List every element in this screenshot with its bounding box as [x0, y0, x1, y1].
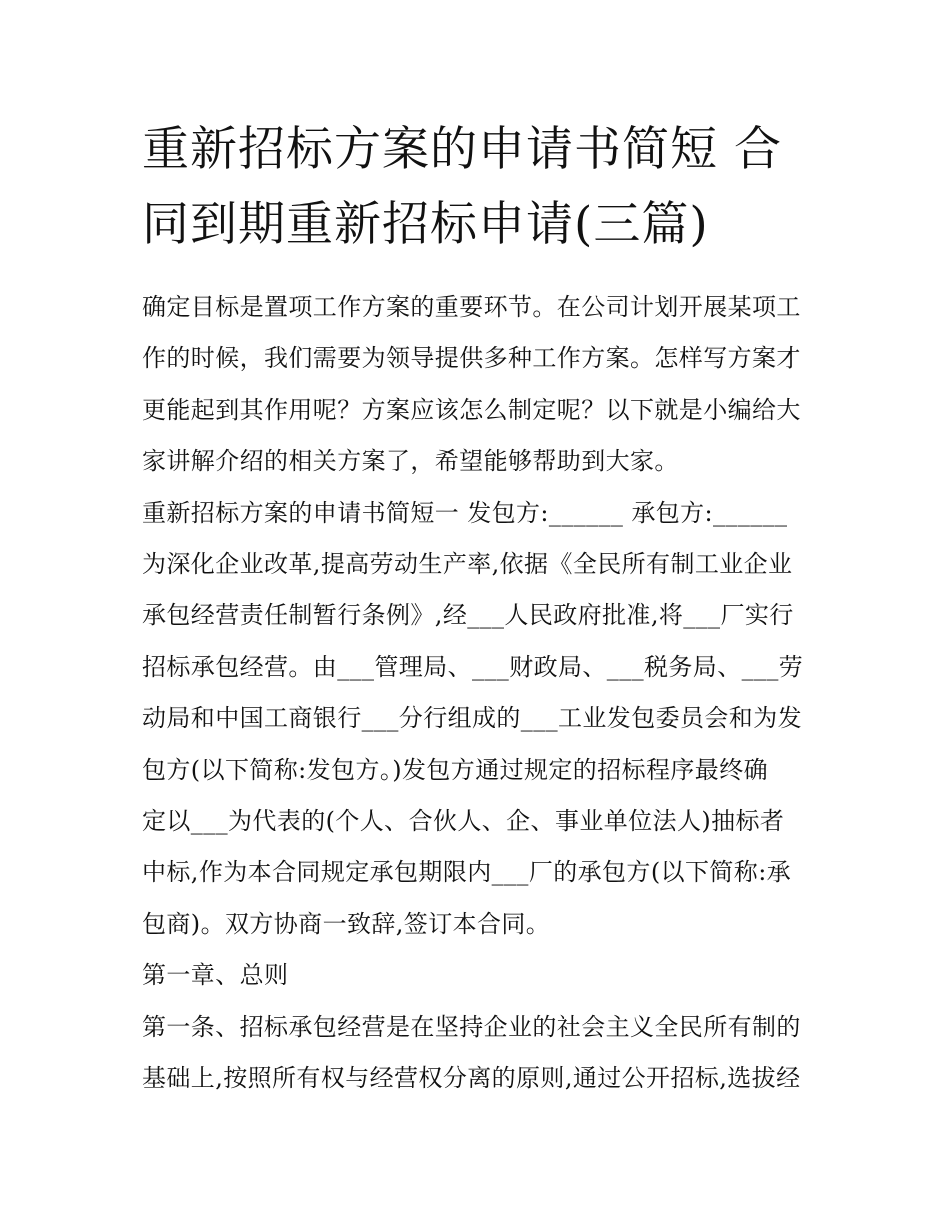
body-line-12: 中标,作为本合同规定承包期限内___厂的承包方(以下简称:承	[142, 858, 792, 887]
body-line-7: 承包经营责任制暂行条例》,经___人民政府批准,将___厂实行	[142, 601, 794, 630]
body-line-3: 更能起到其作用呢？方案应该怎么制定呢？以下就是小编给大	[142, 395, 801, 424]
body-line-15: 第一条、招标承包经营是在坚持企业的社会主义全民所有制的	[142, 1012, 801, 1041]
body-line-4: 家讲解介绍的相关方案了，希望能够帮助到大家。	[142, 447, 679, 476]
body-line-8: 招标承包经营。由___管理局、___财政局、___税务局、___劳	[142, 652, 804, 681]
document-title	[142, 112, 814, 262]
body-line-14: 第一章、总则	[142, 961, 289, 990]
body-line-5: 重新招标方案的申请书简短一 发包方:______ 承包方:______	[142, 498, 788, 527]
document-page	[142, 112, 814, 1105]
title-line-1: 重新招标方案的申请书简短 合	[142, 122, 782, 177]
body-line-10: 包方(以下简称:发包方。)发包方通过规定的招标程序最终确	[142, 755, 769, 784]
body-line-9: 动局和中国工商银行___分行组成的___工业发包委员会和为发	[142, 704, 802, 733]
document-body	[142, 282, 814, 1105]
body-line-11: 定以___为代表的(个人、合伙人、企、事业单位法人)抽标者	[142, 807, 785, 836]
title-line-2: 同到期重新招标申请(三篇)	[142, 197, 709, 252]
body-line-2: 作的时候，我们需要为领导提供多种工作方案。怎样写方案才	[142, 344, 801, 373]
body-line-16: 基础上,按照所有权与经营权分离的原则,通过公开招标,选拔经	[142, 1064, 801, 1093]
body-line-6: 为深化企业改革,提高劳动生产率,依据《全民所有制工业企业	[142, 550, 793, 579]
body-line-1: 确定目标是置项工作方案的重要环节。在公司计划开展某项工	[142, 293, 801, 321]
body-line-13: 包商)。双方协商一致辞,签订本合同。	[142, 909, 551, 938]
